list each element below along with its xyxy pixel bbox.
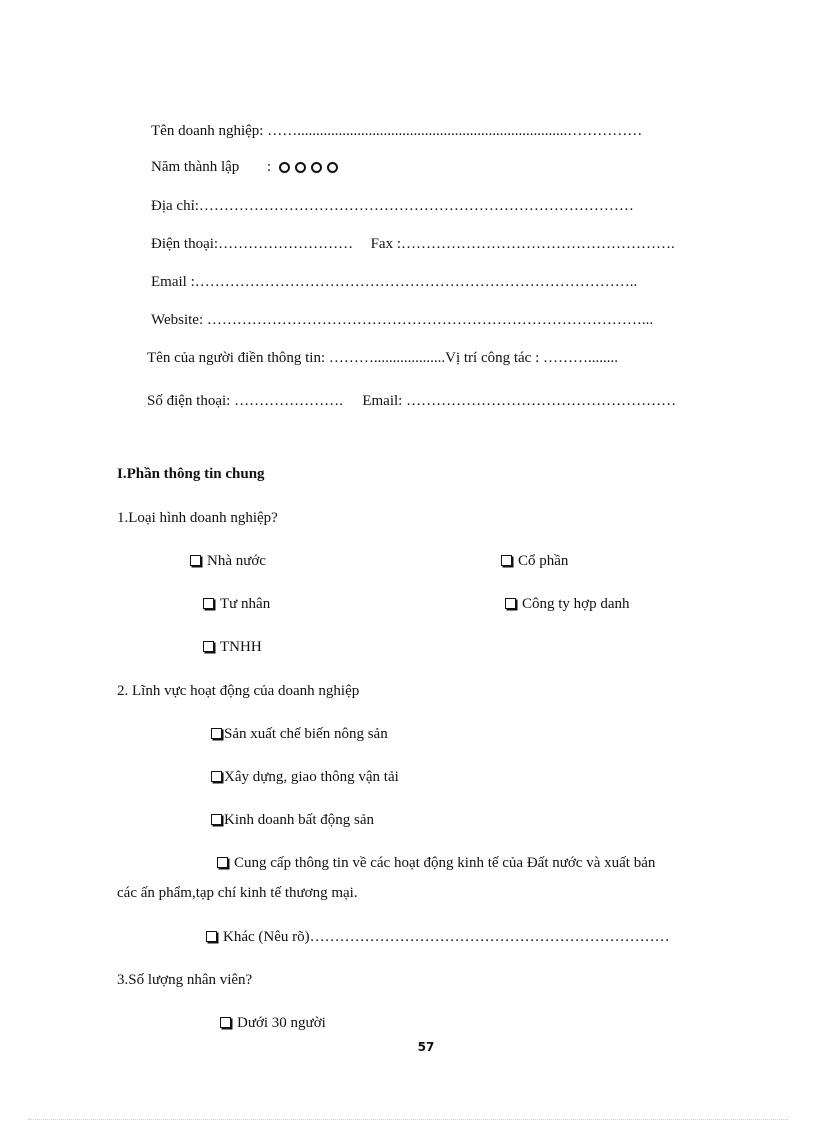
q2-option-publishing[interactable] xyxy=(217,853,655,873)
q1-option-partnership[interactable] xyxy=(505,594,630,614)
year-circle-icon xyxy=(311,162,322,173)
q1-option-state[interactable] xyxy=(190,551,266,571)
checkbox-icon[interactable] xyxy=(220,1017,231,1028)
respondent-field: Tên của người điền thông tin: ………...................Vị trí công tác : ………........ xyxy=(147,350,618,366)
option-label: TNHH xyxy=(220,639,262,655)
question-3: 3.Số lượng nhân viên? xyxy=(117,972,253,988)
company-name-field: Tên doanh nghiệp: ……........................................................................…………… xyxy=(151,123,643,139)
option-label: Cung cấp thông tin về các hoạt động kinh tế của Đất nước và xuất bản xyxy=(234,855,656,871)
q2-option-agri-processing[interactable] xyxy=(211,724,388,744)
checkbox-icon[interactable] xyxy=(211,814,222,825)
contact-phone-field: Số điện thoại: …………………. xyxy=(147,393,343,409)
question-2: 2. Lĩnh vực hoạt động của doanh nghiệp xyxy=(117,683,360,699)
founded-year-colon: : xyxy=(266,159,271,175)
year-digit-circles xyxy=(279,162,338,173)
option-label: Kinh doanh bất động sản xyxy=(224,812,374,828)
contact-row xyxy=(147,391,676,411)
phone-fax-row xyxy=(151,234,675,254)
checkbox-icon[interactable] xyxy=(211,771,222,782)
checkbox-icon[interactable] xyxy=(206,931,217,942)
checkbox-icon[interactable] xyxy=(203,598,214,609)
checkbox-icon[interactable] xyxy=(501,555,512,566)
q2-option-construction[interactable] xyxy=(211,767,399,787)
fax-field: Fax :………………………………………………. xyxy=(370,236,675,252)
phone-field: Điện thoại:……………………… xyxy=(151,236,354,252)
section-title: I.Phần thông tin chung xyxy=(117,466,265,482)
option-label: Sản xuất chế biến nông sản xyxy=(224,726,388,742)
page-bottom-divider xyxy=(28,1119,788,1120)
option-label: Cổ phần xyxy=(518,553,569,569)
contact-email-field: Email: ……………………………………………… xyxy=(362,393,677,409)
checkbox-icon[interactable] xyxy=(203,641,214,652)
option-label: Dưới 30 người xyxy=(237,1015,326,1031)
email-field: Email :…………………………………………………………………………….. xyxy=(151,274,638,290)
option-label: Nhà nước xyxy=(207,553,266,569)
address-field: Địa chỉ:…………………………………………………………………………… xyxy=(151,198,634,214)
founded-year-label: Năm thành lập xyxy=(151,159,240,175)
q1-option-private[interactable] xyxy=(203,594,270,614)
option-label: Khác (Nêu rõ)……………………………………………………………… xyxy=(223,929,670,945)
q2-option-publishing-cont: các ấn phẩm,tạp chí kinh tế thương mại. xyxy=(117,885,358,901)
website-field: Website: ……………………………………………………………………………... xyxy=(151,312,654,328)
founded-year-field xyxy=(151,157,338,177)
q1-option-joint-stock[interactable] xyxy=(501,551,568,571)
checkbox-icon[interactable] xyxy=(505,598,516,609)
option-label: Tư nhân xyxy=(220,596,271,612)
checkbox-icon[interactable] xyxy=(190,555,201,566)
option-label: Công ty hợp danh xyxy=(522,596,630,612)
year-circle-icon xyxy=(327,162,338,173)
q3-option-under-30[interactable] xyxy=(220,1013,326,1033)
option-label: Xây dựng, giao thông vận tải xyxy=(224,769,399,785)
q2-option-other[interactable] xyxy=(206,927,670,947)
question-1: 1.Loại hình doanh nghiệp? xyxy=(117,510,278,526)
year-circle-icon xyxy=(279,162,290,173)
checkbox-icon[interactable] xyxy=(211,728,222,739)
checkbox-icon[interactable] xyxy=(217,857,228,868)
page-number: 57 xyxy=(417,1040,435,1054)
q2-option-real-estate[interactable] xyxy=(211,810,374,830)
q1-option-llc[interactable] xyxy=(203,637,262,657)
year-circle-icon xyxy=(295,162,306,173)
